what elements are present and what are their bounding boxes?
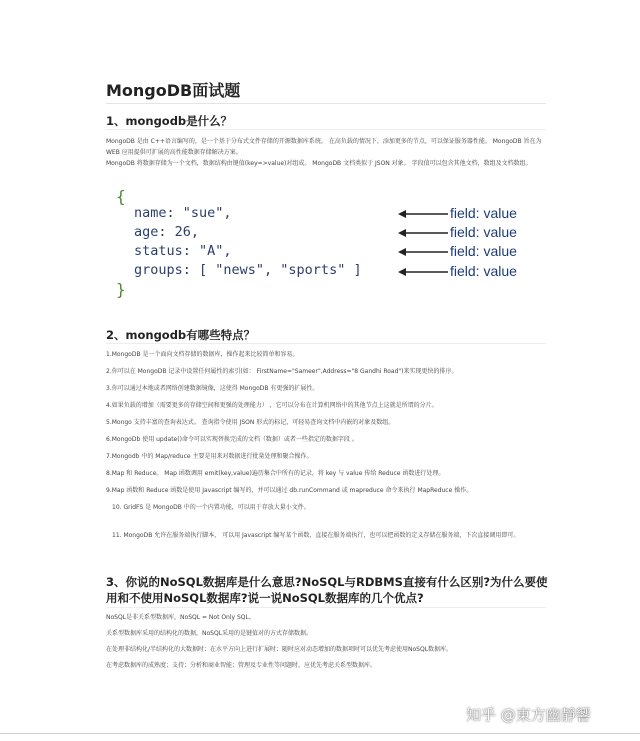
title-divider	[106, 103, 546, 104]
section-1-paragraph: MongoDB 是由 C++语言编写的，是一个基于分布式文件存储的开源数据库系统。 在高负载的情况下，添加更多的节点，可以保证服务器性能。 MongoDB 旨在为 WEB 应用提供可扩展的高性能数据存储解决方案。	[106, 138, 542, 156]
left-arrow-icon	[398, 247, 452, 257]
section-3-paragraph: 在处理非结构化/半结构化的大数据时；在水平方向上进行扩展时；随时应对动态增加的数据项时可以优先考虑使用NoSQL数据库。	[106, 646, 453, 653]
section-3-paragraph: 在考虑数据库的成熟度；支持；分析和商业智能；管理及专业性等问题时，应优先考虑关系型数据库。	[106, 662, 377, 669]
code-open-brace: {	[116, 187, 126, 206]
field-value-annotation: field: value	[450, 224, 517, 240]
feature-item: 4.如果负载的增加（需要更多的存储空间和更强的处理能力） ，它可以分布在计算机网络中的其他节点上这就是所谓的分片。	[106, 402, 438, 409]
zhihu-watermark: 知乎 @東方幽靜響	[466, 706, 591, 724]
feature-item: 11. MongoDB 允许在服务端执行脚本， 可以用 Javascript 编写某个函数，直接在服务端执行，也可以把函数的定义存储在服务端，下次直接调用即可。	[112, 532, 520, 539]
feature-item: 7.Mongodb 中的 Map/reduce 主要是用来对数据进行批量处理和聚合操作。	[106, 453, 313, 460]
feature-item: 2.你可以在 MongoDB 记录中设置任何属性的索引(如： FirstName="Sameer",Address="8 Gandhi Road")来实现更快的排序。	[106, 368, 458, 375]
feature-item: 8.Map 和 Reduce。 Map 函数调用 emit(key,value)遍历集合中所有的记录，将 key 与 value 传给 Reduce 函数进行处理。	[106, 470, 445, 477]
feature-item: 6.MongoDb 使用 update()命令可以实现替换完成的文档（数据）或者一些指定的数据字段 。	[106, 436, 358, 443]
code-line: name: "sue",	[134, 205, 232, 221]
section-3-paragraph: 关系型数据库采用的结构化的数据，NoSQL采用的是键值对的方式存储数据。	[106, 630, 313, 637]
section-1-divider	[106, 129, 546, 130]
json-document-example	[112, 185, 542, 305]
field-value-annotation: field: value	[450, 205, 517, 221]
field-value-annotation: field: value	[450, 263, 517, 279]
page-bottom-border	[0, 733, 640, 734]
feature-item: 9.Map 函数和 Reduce 函数是使用 Javascript 编写的，并可以通过 db.runCommand 或 mapreduce 命令来执行 MapReduce 操作。	[106, 487, 473, 494]
code-line: groups: [ "news", "sports" ]	[134, 262, 362, 278]
section-3-heading: 3、你说的NoSQL数据库是什么意思?NoSQL与RDBMS直接有什么区别?为什么要使用和不使用NoSQL数据库?说一说NoSQL数据库的几个优点?	[106, 575, 548, 605]
code-line: age: 26,	[134, 224, 200, 240]
feature-item: 10. GridFS 是 MongoDB 中的一个内置功能，可以用于存放大量小文件。	[112, 504, 310, 511]
section-2-divider	[106, 343, 546, 344]
field-value-annotation: field: value	[450, 243, 517, 259]
section-1-paragraph: MongoDB 将数据存储为一个文档，数据结构由键值(key=>value)对组成。 MongoDB 文档类似于 JSON 对象。 字段值可以包含其他文档，数组及文档数组。	[106, 160, 532, 167]
left-arrow-icon	[398, 267, 452, 277]
left-arrow-icon	[398, 228, 452, 238]
code-close-brace: }	[116, 280, 126, 299]
code-line: status: "A",	[134, 243, 232, 259]
section-1-heading: 1、mongodb是什么？	[106, 114, 233, 128]
section-3-paragraph: NoSQL是非关系型数据库，NoSQL = Not Only SQL。	[106, 614, 255, 621]
feature-item: 5.Mongo 支持丰富的查询表达式。 查询指令使用 JSON 形式的标记，可轻易查询文档中内嵌的对象及数组。	[106, 419, 395, 426]
left-arrow-icon	[398, 209, 452, 219]
section-3-divider	[106, 607, 546, 608]
section-2-heading: 2、mongodb有哪些特点？	[106, 328, 256, 342]
feature-item: 3.你可以通过本地或者网络创建数据镜像，这使得 MongoDB 有更强的扩展性。	[106, 385, 319, 392]
feature-item: 1.MongoDB 是一个面向文档存储的数据库，操作起来比较简单和容易。	[106, 351, 299, 358]
page-title: MongoDB面试题	[106, 81, 241, 100]
